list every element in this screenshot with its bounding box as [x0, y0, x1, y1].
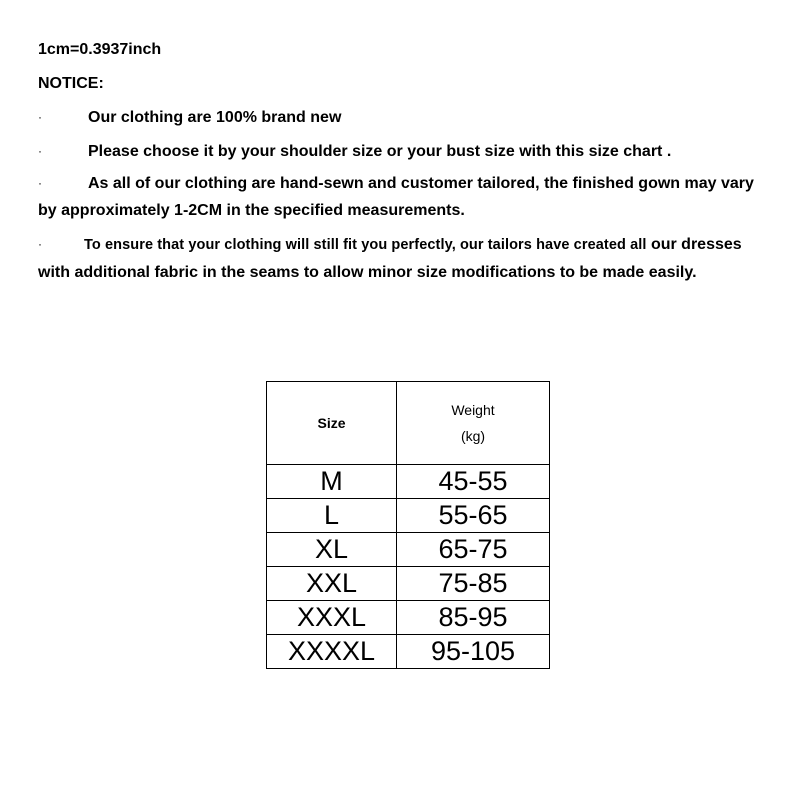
notice-item: [38, 104, 768, 131]
weight-column-header: [397, 382, 550, 465]
weight-cell: 45-55: [397, 465, 550, 499]
size-cell: XXXL: [267, 601, 397, 635]
notice-item-text: As all of our clothing are hand-sewn and customer tailored, the finished gown may vary by approximately 1-2CM in the specified measurements.: [38, 175, 754, 219]
weight-cell: 55-65: [397, 499, 550, 533]
bullet-icon: ·: [38, 176, 42, 190]
notice-item-text: Our clothing are 100% brand new: [88, 109, 342, 126]
size-chart-table: [266, 381, 550, 669]
weight-header-unit: (kg): [460, 428, 486, 444]
conversion-note: 1cm=0.3937inch: [38, 41, 162, 58]
notice-title: NOTICE:: [38, 75, 104, 92]
table-row: [267, 567, 550, 601]
bullet-icon: ·: [38, 110, 42, 124]
size-cell: L: [267, 499, 397, 533]
notice-item: [38, 231, 768, 286]
notice-item: [38, 170, 768, 224]
weight-cell: 85-95: [397, 601, 550, 635]
size-column-header: Size: [267, 382, 397, 465]
notice-item: [38, 138, 768, 165]
weight-cell: 75-85: [397, 567, 550, 601]
bullet-icon: ·: [38, 237, 42, 251]
table-row: [267, 533, 550, 567]
table-header-row: [267, 382, 550, 465]
size-cell: XXXXL: [267, 635, 397, 669]
table-row: [267, 635, 550, 669]
weight-cell: 65-75: [397, 533, 550, 567]
notice-item-lead: To ensure that your clothing will still fit you perfectly, our tailors have created all: [84, 237, 647, 253]
size-cell: M: [267, 465, 397, 499]
size-cell: XXL: [267, 567, 397, 601]
weight-cell: 95-105: [397, 635, 550, 669]
size-cell: XL: [267, 533, 397, 567]
weight-header-label: Weight: [451, 402, 495, 418]
table-row: [267, 499, 550, 533]
bullet-icon: ·: [38, 144, 42, 158]
table-row: [267, 601, 550, 635]
notice-item-rest: our dresses with additional fabric in the seams to allow minor size modifications to be made easily.: [38, 236, 742, 281]
table-row: [267, 465, 550, 499]
notice-item-text: Please choose it by your shoulder size or your bust size with this size chart .: [88, 143, 672, 160]
